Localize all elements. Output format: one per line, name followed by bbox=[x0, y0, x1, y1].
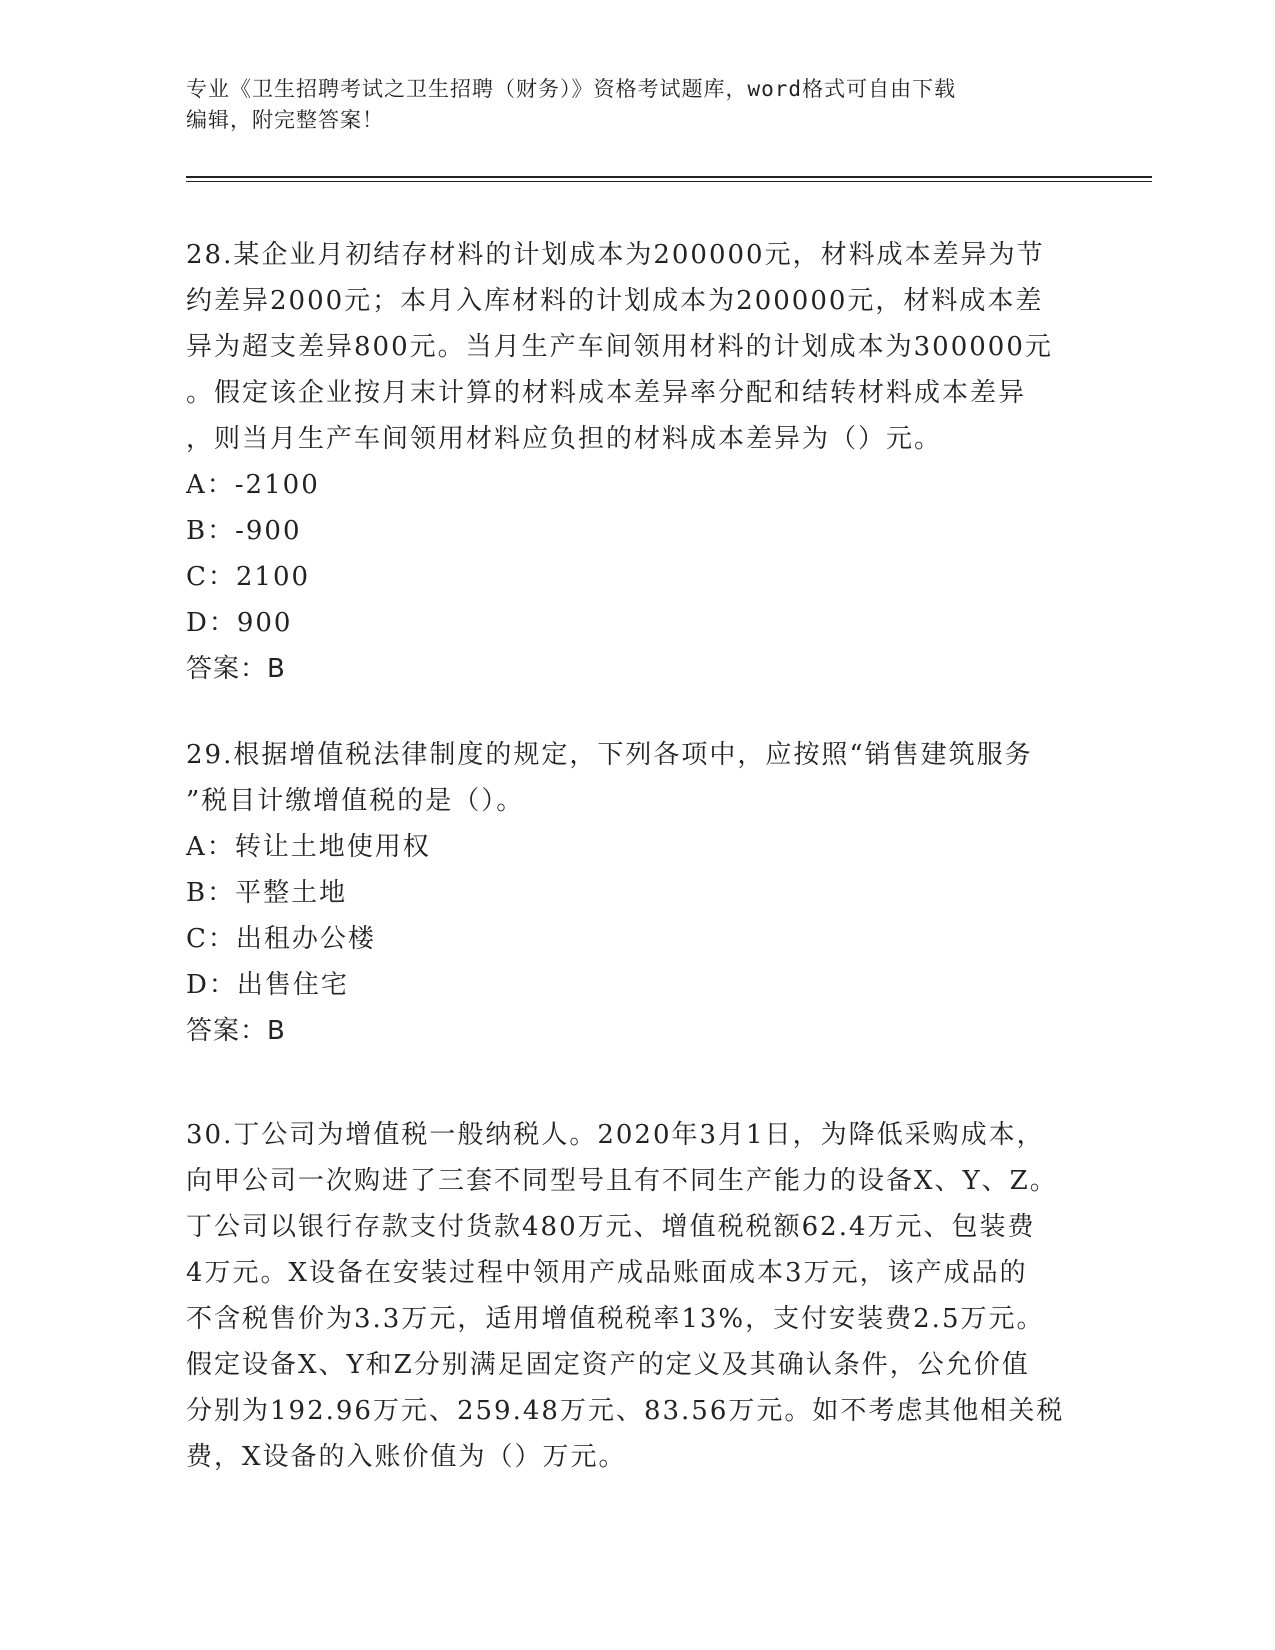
question-text-line: 分别为192.96万元、259.48万元、83.56万元。如不考虑其他相关税 bbox=[186, 1396, 1065, 1426]
question-text-line: 29.根据增值税法律制度的规定，下列各项中，应按照“销售建筑服务 bbox=[186, 740, 1033, 770]
question-text-line: 异为超支差异800元。当月生产车间领用材料的计划成本为300000元 bbox=[186, 332, 1053, 362]
header-divider-thick bbox=[186, 176, 1152, 178]
header-divider-thin bbox=[186, 181, 1152, 182]
question-text-line: 4万元。X设备在安装过程中领用产成品账面成本3万元，该产成品的 bbox=[186, 1258, 1028, 1288]
question-text-line: ，则当月生产车间领用材料应负担的材料成本差异为（）元。 bbox=[186, 424, 943, 454]
option-c: C：出租办公楼 bbox=[186, 924, 376, 954]
option-d: D：出售住宅 bbox=[186, 970, 349, 1000]
option-b: B：-900 bbox=[186, 516, 302, 546]
question-text-line: ”税目计缴增值税的是（）。 bbox=[186, 786, 525, 816]
header-line: 专业《卫生招聘考试之卫生招聘（财务）》资格考试题库，word格式可自由下载 bbox=[186, 77, 957, 101]
question-29 bbox=[186, 732, 1086, 1054]
question-text-line: 30.丁公司为增值税一般纳税人。2020年3月1日，为降低采购成本， bbox=[186, 1120, 1045, 1150]
question-text-line: 假定设备X、Y和Z分别满足固定资产的定义及其确认条件，公允价值 bbox=[186, 1350, 1030, 1380]
option-a: A：-2100 bbox=[186, 470, 320, 500]
question-text-line: 向甲公司一次购进了三套不同型号且有不同生产能力的设备X、Y、Z。 bbox=[186, 1166, 1058, 1196]
question-text-line: 约差异2000元；本月入库材料的计划成本为200000元，材料成本差 bbox=[186, 286, 1044, 316]
option-d: D：900 bbox=[186, 608, 293, 638]
question-text-line: 28.某企业月初结存材料的计划成本为200000元，材料成本差异为节 bbox=[186, 240, 1045, 270]
question-30 bbox=[186, 1112, 1086, 1480]
question-text-line: 丁公司以银行存款支付货款480万元、增值税税额62.4万元、包装费 bbox=[186, 1212, 1036, 1242]
answer-line: 答案：B bbox=[186, 654, 286, 684]
option-c: C：2100 bbox=[186, 562, 311, 592]
question-text-line: 不含税售价为3.3万元，适用增值税税率13%，支付安装费2.5万元。 bbox=[186, 1304, 1045, 1334]
document-header bbox=[186, 74, 1086, 136]
option-b: B：平整土地 bbox=[186, 878, 348, 908]
answer-line: 答案：B bbox=[186, 1016, 286, 1046]
option-a: A：转让土地使用权 bbox=[186, 832, 431, 862]
header-line: 编辑，附完整答案！ bbox=[186, 108, 384, 132]
question-text-line: 。假定该企业按月末计算的材料成本差异率分配和结转材料成本差异 bbox=[186, 378, 1027, 408]
question-text-line: 费，X设备的入账价值为（）万元。 bbox=[186, 1442, 627, 1472]
question-28 bbox=[186, 232, 1086, 692]
